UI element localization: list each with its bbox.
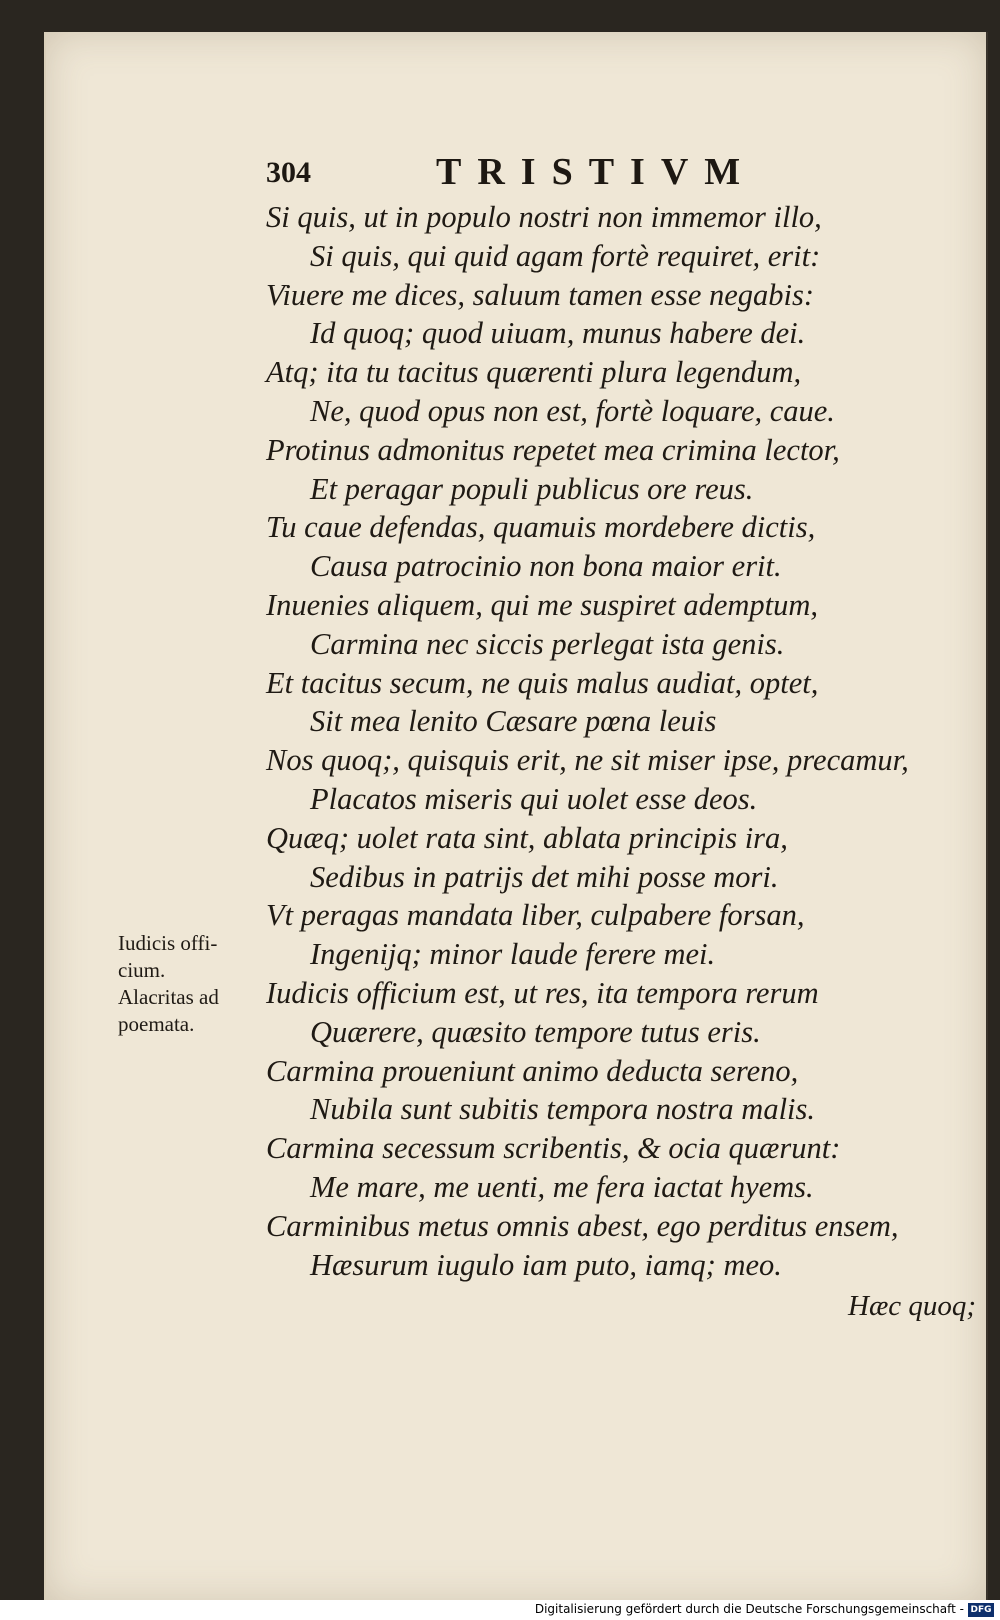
verse-line: Et tacitus secum, ne quis malus audiat, optet, [266, 665, 819, 700]
verse-line: Sit mea lenito Cæsare pœna leuis [310, 704, 717, 739]
verse-line: Nubila sunt subitis tempora nostra malis. [310, 1092, 816, 1127]
verse-line: Ingenijq; minor laude ferere mei. [310, 937, 716, 972]
verse-line: Quærere, quæsito tempore tutus eris. [310, 1014, 761, 1049]
dfg-logo: DFG [968, 1603, 994, 1617]
verse-line: Si quis, ut in populo nostri non immemor illo, [266, 200, 822, 234]
verse-line: Inuenies aliquem, qui me suspiret ademptum, [266, 587, 819, 622]
marginal-note-line: poemata. [118, 1012, 195, 1036]
verse-line: Carmina secessum scribentis, & ocia quærunt: [266, 1131, 841, 1166]
verse-line: Et peragar populi publicus ore reus. [310, 471, 754, 506]
verse-line: Viuere me dices, saluum tamen esse negabis: [266, 277, 815, 312]
marginal-note-line: Alacritas ad [118, 985, 219, 1009]
running-title: TRISTIVM [436, 151, 757, 193]
page-number: 304 [266, 156, 311, 189]
marginal-note-line: Iudicis offi- [118, 931, 218, 955]
verse-line: Carmina proueniunt animo deducta sereno, [266, 1053, 799, 1088]
verse-line: Id quoq; quod uiuam, munus habere dei. [310, 316, 806, 351]
verse-line: Carmina nec siccis perlegat ista genis. [310, 626, 785, 661]
verse-line: Sedibus in patrijs det mihi posse mori. [310, 859, 779, 894]
verse-line: Iudicis officium est, ut res, ita tempora rerum [266, 975, 819, 1010]
verse-line: Ne, quod opus non est, fortè loquare, caue. [310, 393, 835, 428]
verse-line: Quæq; uolet rata sint, ablata principis ira, [266, 820, 788, 855]
verse-line: Tu caue defendas, quamuis mordebere dictis, [266, 510, 816, 545]
verse-line: Nos quoq;, quisquis erit, ne sit miser ipse, precamur, [266, 743, 909, 778]
marginal-note [118, 930, 258, 1038]
verse-line: Protinus admonitus repetet mea crimina lector, [266, 432, 840, 467]
marginal-note-line: cium. [118, 958, 166, 982]
verse-line: Carminibus metus omnis abest, ego perditus ensem, [266, 1208, 899, 1243]
verse-line: Vt peragas mandata liber, culpabere forsan, [266, 898, 805, 933]
verse-line: Atq; ita tu tacitus quærenti plura legendum, [266, 355, 802, 390]
verse-line: Me mare, me uenti, me fera iactat hyems. [310, 1169, 814, 1204]
verse-line: Hæsurum iugulo iam puto, iamq; meo. [310, 1247, 782, 1282]
footer-bar [0, 1600, 1000, 1620]
catchword: Hæc quoq; [848, 1290, 977, 1322]
verse-line: Causa patrocinio non bona maior erit. [310, 549, 782, 584]
verse-text-block [266, 198, 909, 1284]
verse-line: Si quis, qui quid agam fortè requiret, erit: [310, 238, 821, 273]
page-header [266, 150, 766, 194]
footer-credit: Digitalisierung gefördert durch die Deutsche Forschungsgemeinschaft - [534, 1602, 964, 1616]
verse-line: Placatos miseris qui uolet esse deos. [310, 781, 758, 816]
